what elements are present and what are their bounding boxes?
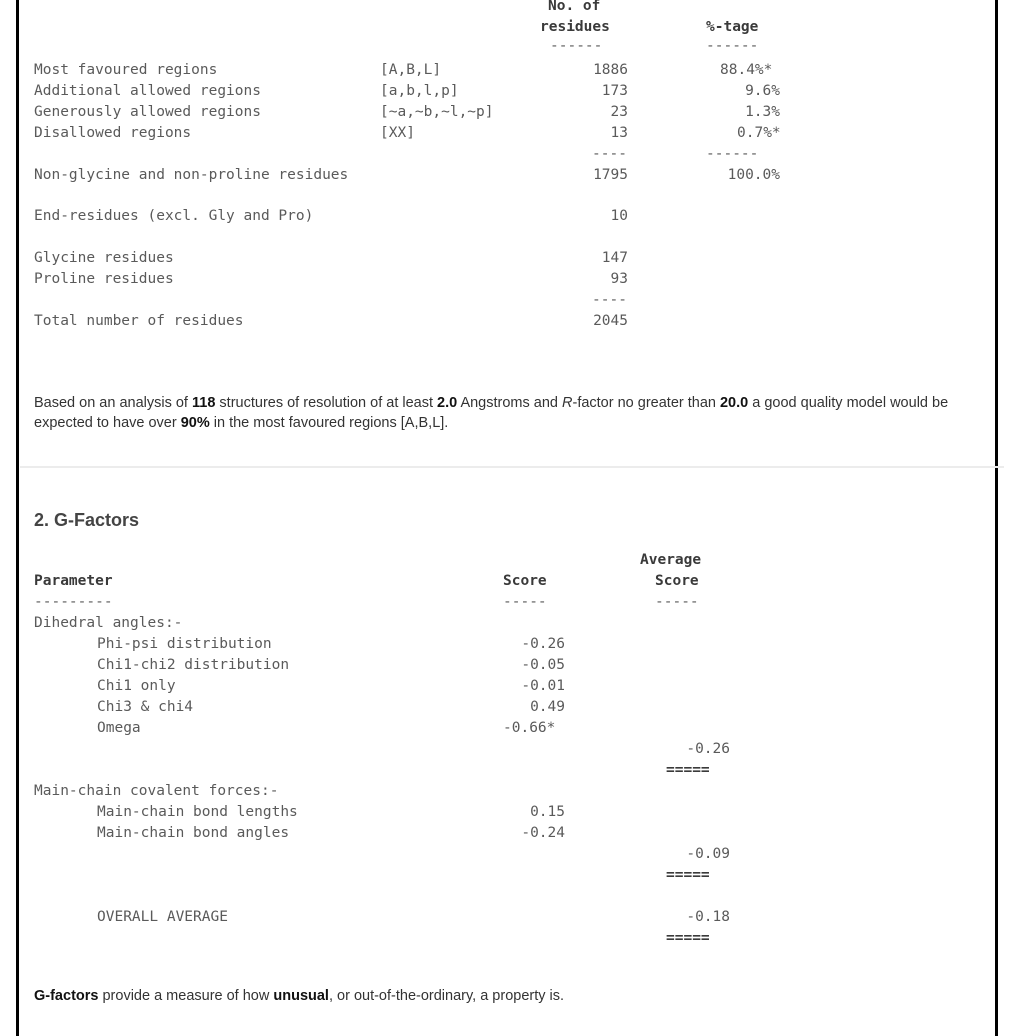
end-residues-label: End-residues (excl. Gly and Pro) (34, 208, 314, 224)
parameter-header: Parameter (34, 573, 113, 589)
mainchain-average-rule: ===== (666, 867, 710, 883)
end-residues-count: 10 (610, 208, 628, 224)
region-label: Most favoured regions (34, 62, 218, 78)
overall-average-label: OVERALL AVERAGE (97, 909, 228, 925)
sum-rule-count: ---- (592, 146, 627, 162)
proline-label: Proline residues (34, 271, 174, 287)
gfactor-score: -0.05 (521, 657, 565, 673)
region-count: 1886 (593, 62, 628, 78)
nongly-label: Non-glycine and non-proline residues (34, 167, 349, 183)
dihedral-average-rule: ===== (666, 762, 710, 778)
region-label: Additional allowed regions (34, 83, 261, 99)
parameter-underline: --------- (34, 594, 113, 610)
overall-average-value: -0.18 (686, 909, 730, 925)
pct-header: %-tage (706, 19, 759, 35)
gfactor-label: Omega (97, 720, 141, 736)
region-label: Disallowed regions (34, 125, 192, 141)
gfactors-title: 2. G-Factors (34, 510, 140, 530)
gfactor-label: Main-chain bond lengths (97, 804, 298, 820)
dihedral-label: Dihedral angles:- (34, 615, 183, 631)
avg-score-underline: ----- (655, 594, 699, 610)
mainchain-label: Main-chain covalent forces:- (34, 783, 279, 799)
region-code: [A,B,L] (380, 62, 442, 78)
region-pct: 9.6% (745, 83, 780, 99)
glycine-label: Glycine residues (34, 250, 174, 266)
region-pct: 88.4%* (720, 62, 773, 78)
region-label: Generously allowed regions (34, 104, 261, 120)
dihedral-average: -0.26 (686, 741, 730, 757)
gfactor-label: Chi1 only (97, 678, 176, 694)
region-code: [XX] (380, 125, 415, 141)
region-code: [~a,~b,~l,~p] (380, 104, 494, 120)
region-count: 173 (601, 83, 628, 99)
region-count: 23 (610, 104, 628, 120)
report-frame (16, 0, 998, 1036)
region-pct: 1.3% (745, 104, 780, 120)
gfactor-score: 0.15 (530, 804, 565, 820)
region-count: 13 (610, 125, 628, 141)
glycine-count: 147 (601, 250, 628, 266)
score-header: Score (503, 573, 547, 589)
nongly-pct: 100.0% (727, 167, 780, 183)
gfactor-score: -0.26 (521, 636, 565, 652)
count-header-line1: No. of (548, 0, 601, 14)
score-underline: ----- (503, 594, 547, 610)
sum-rule-pct: ------ (706, 146, 759, 162)
gfactor-score: 0.49 (530, 699, 565, 715)
gfactor-note: G-factors provide a measure of how unusual, or out-of-the-ordinary, a property is. (34, 988, 565, 1004)
ramachandran-note: Based on an analysis of 118 structures of resolution of at least 2.0 Angstroms and R-factor no greater than 20.0 a good quality model would be expected to have over 90% in the most favoured regions [A,B,L]. (34, 395, 949, 431)
overall-average-rule: ===== (666, 930, 710, 946)
gfactor-score: -0.24 (521, 825, 565, 841)
gfactor-label: Chi3 & chi4 (97, 699, 194, 715)
gfactor-label: Main-chain bond angles (97, 825, 290, 841)
gfactor-score: -0.01 (521, 678, 565, 694)
region-code: [a,b,l,p] (380, 83, 459, 99)
avg-score-header-line2: Score (655, 573, 699, 589)
region-pct: 0.7%* (737, 125, 781, 141)
gfactor-score: -0.66* (503, 720, 556, 736)
total-count: 2045 (593, 313, 628, 329)
total-label: Total number of residues (34, 313, 244, 329)
count-header-underline: ------ (550, 38, 603, 54)
mainchain-average: -0.09 (686, 846, 730, 862)
avg-score-header-line1: Average (640, 552, 702, 568)
proline-count: 93 (610, 271, 628, 287)
nongly-count: 1795 (593, 167, 628, 183)
pct-header-underline: ------ (706, 38, 759, 54)
gfactor-label: Phi-psi distribution (97, 636, 272, 652)
section-divider (20, 466, 1004, 468)
gfactor-label: Chi1-chi2 distribution (97, 657, 290, 673)
count-header-line2: residues (540, 19, 610, 35)
total-rule: ---- (592, 292, 627, 308)
